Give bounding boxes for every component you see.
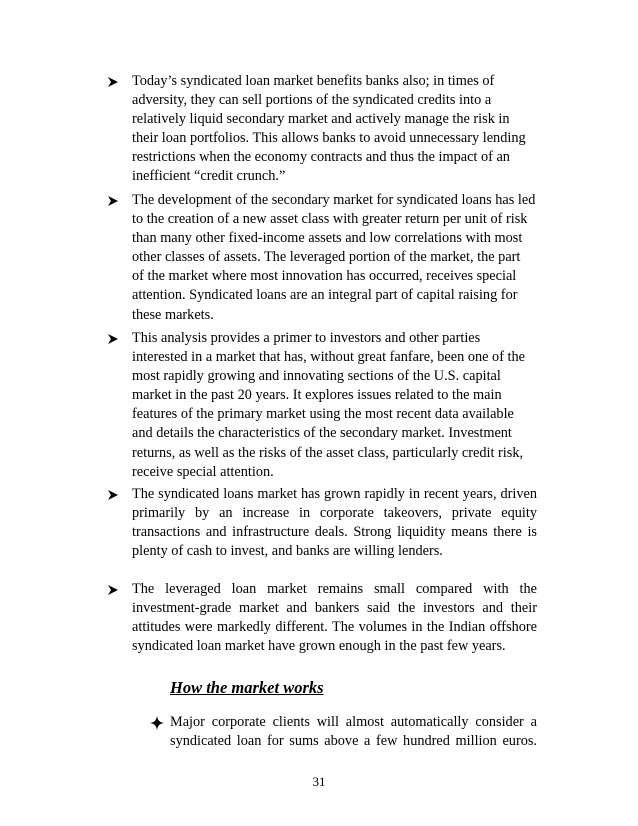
text-line: relatively liquid secondary market and actively manage the risk in <box>132 111 510 128</box>
text-line: to the creation of a new asset class with greater return per unit of risk <box>132 211 528 228</box>
text-line: The leveraged loan market remains small compared with the <box>132 581 537 597</box>
arrowhead-bullet-icon <box>107 489 119 501</box>
page-number: 31 <box>312 774 326 789</box>
bullet-item <box>107 580 537 656</box>
text-line: other classes of assets. The leveraged portion of the market, the part <box>132 249 521 266</box>
diamond-bullet-icon <box>150 716 164 730</box>
text-line: Today’s syndicated loan market benefits banks also; in times of <box>132 73 495 89</box>
text-line: interested in a market that has, without great fanfare, been one of the <box>132 349 526 366</box>
text-line: plenty of cash to invest, and banks are willing lenders. <box>132 543 443 560</box>
text-line: restrictions when the economy contracts and thus the impact of an <box>132 149 510 166</box>
text-line: attention. Syndicated loans are an integral part of capital raising for <box>132 287 518 304</box>
bullet-item <box>107 191 537 325</box>
text-line: The syndicated loans market has grown rapidly in recent years, driven <box>132 486 537 502</box>
text-line: of the market where most innovation has occurred, receives special <box>132 268 517 285</box>
text-line: adversity, they can sell portions of the syndicated credits into a <box>132 92 492 109</box>
text-line: This analysis provides a primer to investors and other parties <box>132 330 481 346</box>
arrowhead-bullet-icon <box>107 333 119 345</box>
arrowhead-bullet-icon <box>107 584 119 596</box>
bullet-item <box>107 329 537 482</box>
text-line: inefficient “credit crunch.” <box>132 168 286 185</box>
text-line: The development of the secondary market for syndicated loans has led <box>132 192 536 208</box>
text-line: returns, as well as the risks of the asset class, particularly credit risk, <box>132 444 524 461</box>
bullet-item <box>107 485 537 561</box>
sub-bullet-item <box>150 713 537 751</box>
text-line: features of the primary market using the most recent data available <box>132 406 514 423</box>
text-line: most rapidly growing and innovating sections of the U.S. capital <box>132 368 501 385</box>
text-line: attitudes were markedly different. The volumes in the Indian offshore <box>132 619 537 636</box>
text-line: investment-grade market and bankers said the investors and their <box>132 600 537 617</box>
arrowhead-bullet-icon <box>107 195 119 207</box>
text-line: syndicated loan for sums above a few hundred million euros. <box>170 733 537 750</box>
text-line: receive special attention. <box>132 463 274 480</box>
text-line: syndicated loan market have grown enough in the past few years. <box>132 638 506 655</box>
text-line: than many other fixed-income assets and low correlations with most <box>132 230 523 247</box>
text-line: these markets. <box>132 306 214 323</box>
bullet-item <box>107 72 537 187</box>
text-line: market in the past 20 years. It explores issues related to the main <box>132 387 502 404</box>
text-line: Major corporate clients will almost automatically consider a <box>170 714 537 730</box>
text-line: and details the characteristics of the secondary market. Investment <box>132 425 512 442</box>
arrowhead-bullet-icon <box>107 76 119 88</box>
text-line: their loan portfolios. This allows banks to avoid unnecessary lending <box>132 130 526 147</box>
section-heading: How the market works <box>170 678 324 697</box>
text-line: primarily by an increase in corporate takeovers, private equity <box>132 505 537 522</box>
text-line: transactions and infrastructure deals. Strong liquidity means there is <box>132 524 537 541</box>
